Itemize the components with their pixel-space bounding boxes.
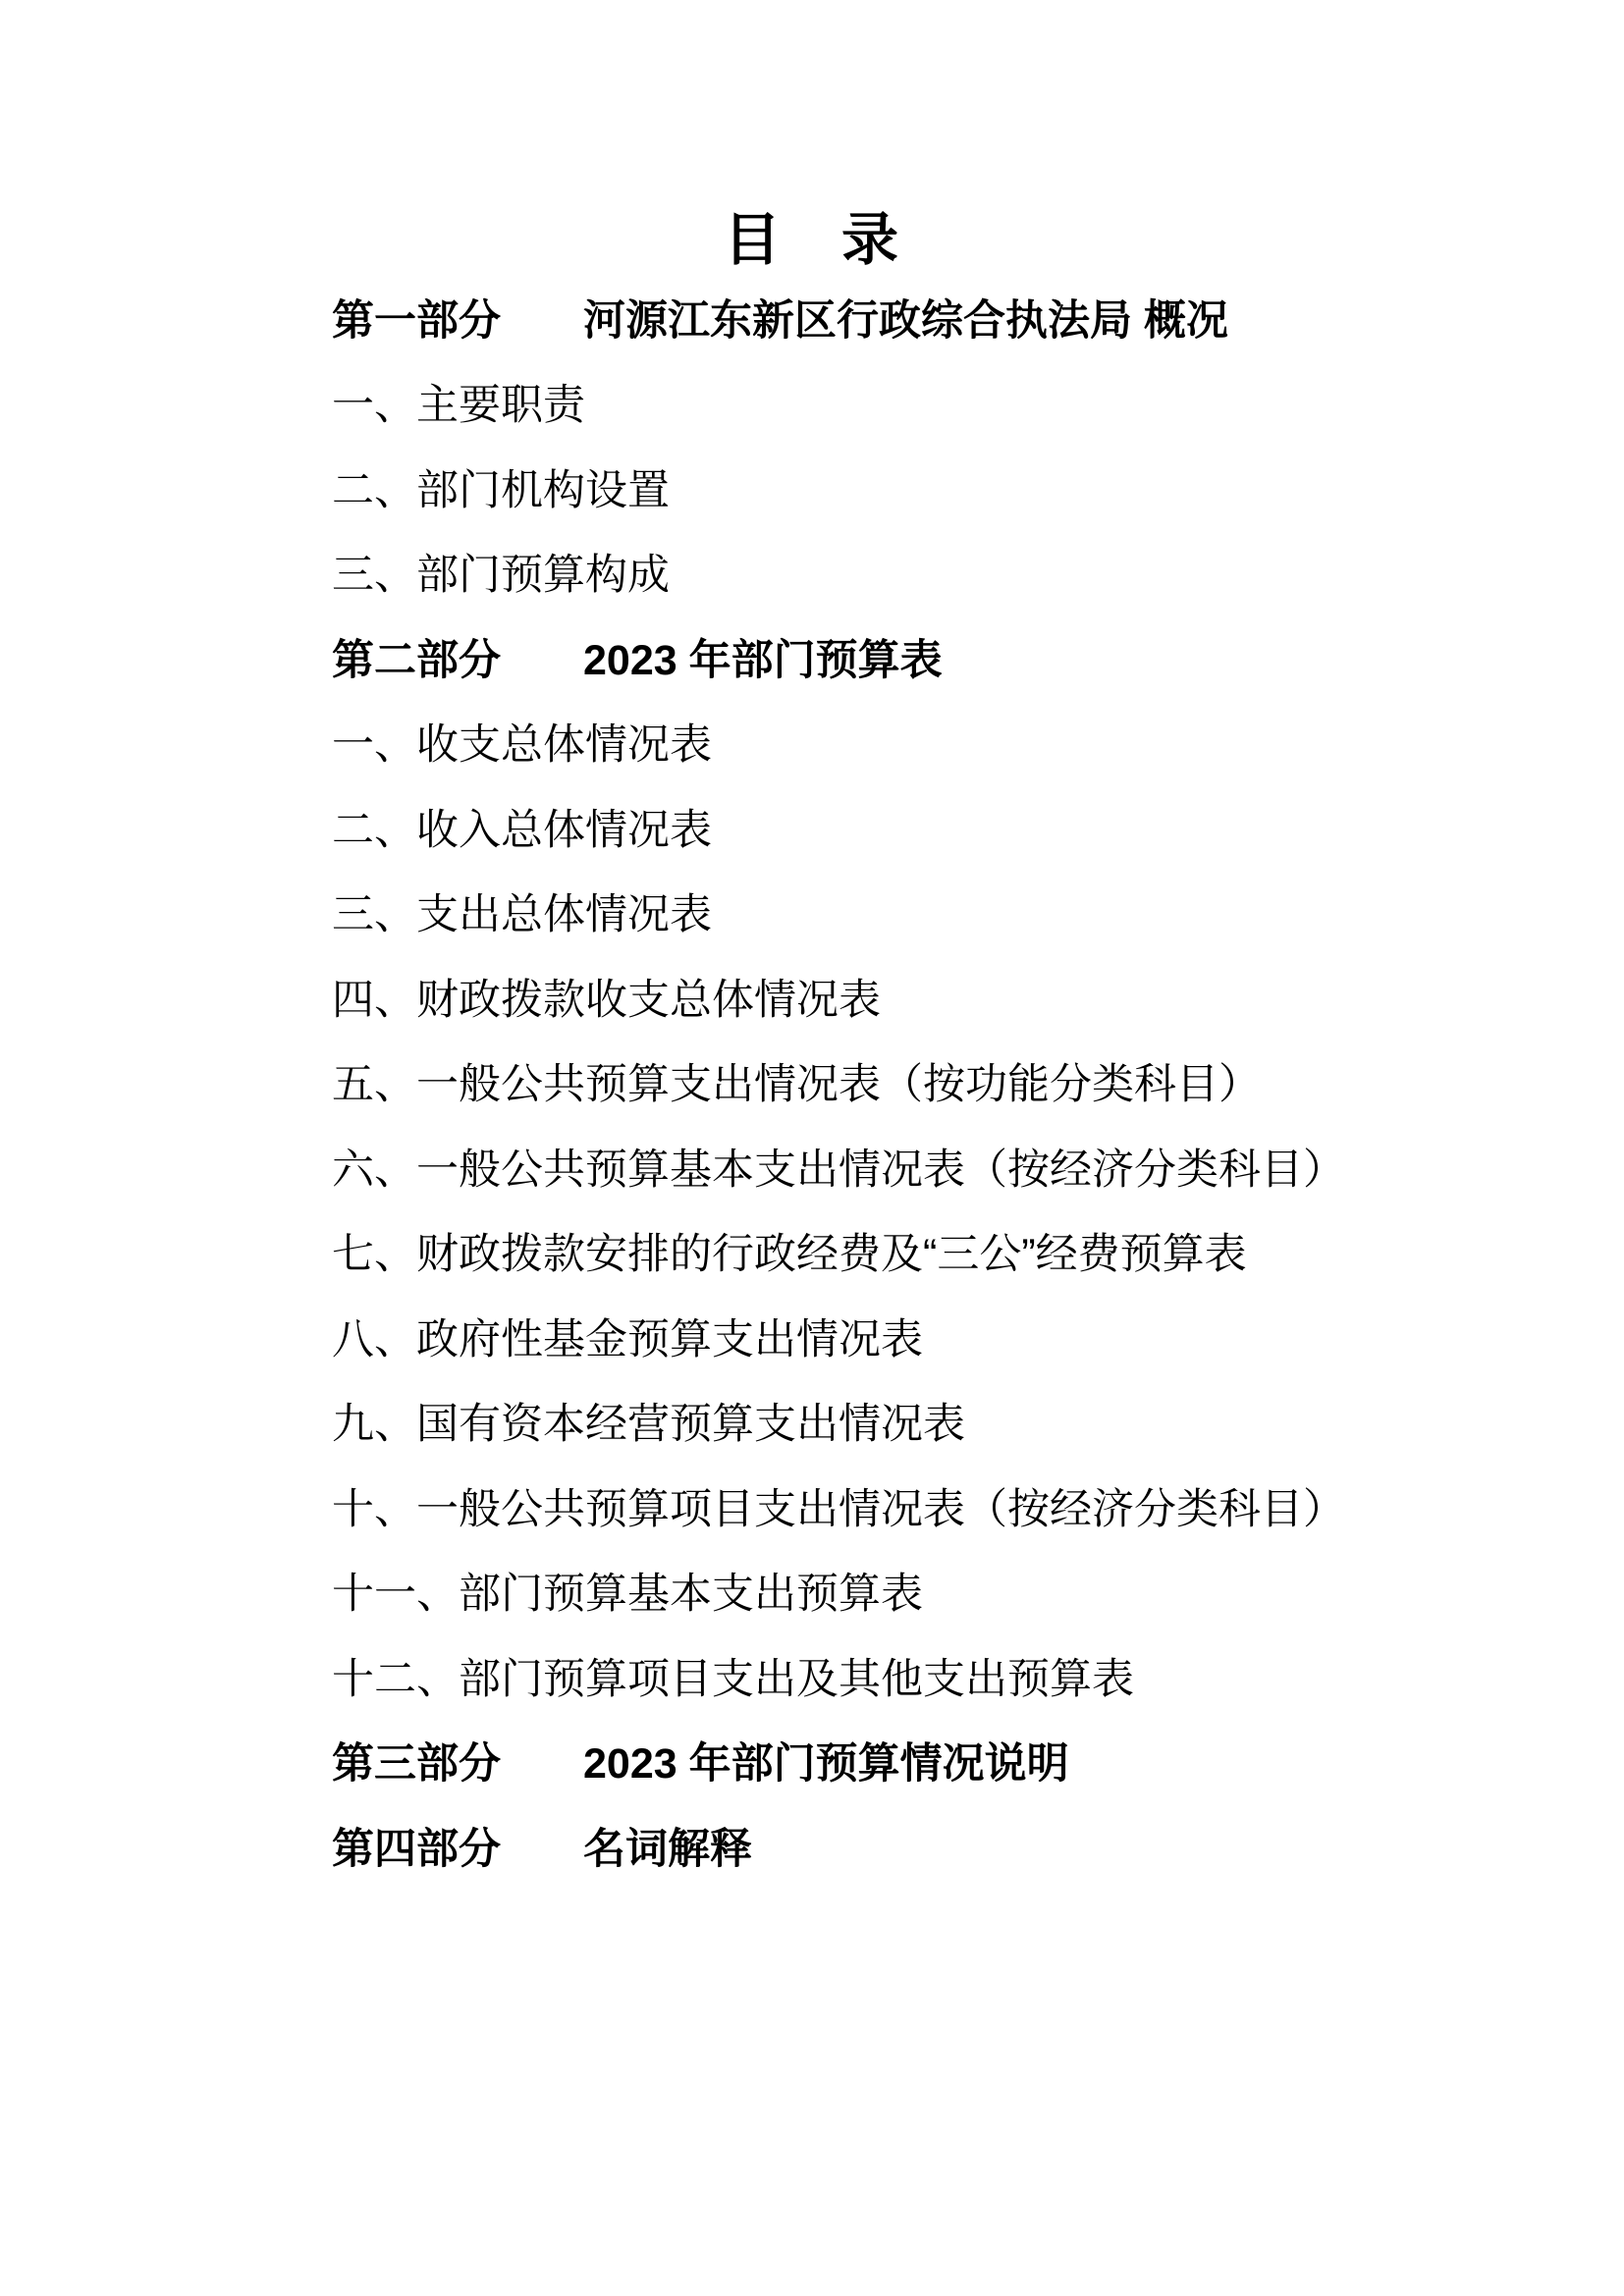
toc-item (332, 788, 1565, 874)
toc-entry-text: 十一、部门预算基本支出预算表 (332, 1571, 923, 1619)
page-title: 目 录 (723, 208, 900, 272)
toc-item (332, 364, 1565, 450)
toc-part-label: 第二部分 (332, 636, 501, 684)
toc-part-heading (332, 618, 1565, 704)
toc-entry-text: 七、财政拨款安排的行政经费及“三公”经费预算表 (332, 1231, 1247, 1279)
toc-part-label: 第四部分 (332, 1825, 501, 1873)
toc-part-heading (332, 1723, 1565, 1808)
toc-item (332, 874, 1565, 959)
toc-part-label: 第三部分 (332, 1740, 501, 1789)
toc-entry-text: 十二、部门预算项目支出及其他支出预算表 (332, 1655, 1134, 1703)
toc-entry-text: 2023 年部门预算表 (583, 636, 943, 684)
toc-entry-text: 一、主要职责 (332, 382, 585, 430)
toc-entry-text: 二、部门机构设置 (332, 466, 670, 514)
toc-item (332, 1468, 1565, 1553)
toc-entry-text: 十、一般公共预算项目支出情况表（按经济分类科目） (332, 1485, 1345, 1533)
toc-entry-text: 2023 年部门预算情况说明 (583, 1740, 1069, 1789)
toc-part-heading (332, 1807, 1565, 1893)
toc-item (332, 958, 1565, 1043)
toc-item (332, 1383, 1565, 1468)
toc-entry-text: 二、收入总体情况表 (332, 806, 712, 854)
toc-entry-text: 三、支出总体情况表 (332, 891, 712, 939)
toc-entry-text: 五、一般公共预算支出情况表（按功能分类科目） (332, 1061, 1261, 1109)
toc-item (332, 534, 1565, 619)
toc-part-label: 第一部分 (332, 296, 501, 345)
toc-entry-text: 河源江东新区行政综合执法局 概况 (583, 296, 1228, 345)
toc-item (332, 1043, 1565, 1129)
toc-part-heading (332, 279, 1565, 364)
toc-list (332, 279, 1565, 1893)
toc-item (332, 1128, 1565, 1213)
toc-item (332, 1637, 1565, 1723)
toc-item (332, 704, 1565, 789)
toc-item (332, 1553, 1565, 1638)
toc-item (332, 1298, 1565, 1383)
toc-entry-text: 四、财政拨款收支总体情况表 (332, 976, 881, 1024)
toc-entry-text: 三、部门预算构成 (332, 552, 670, 600)
toc-entry-text: 六、一般公共预算基本支出情况表（按经济分类科目） (332, 1146, 1345, 1194)
toc-entry-text: 一、收支总体情况表 (332, 721, 712, 770)
toc-item (332, 1213, 1565, 1299)
toc-entry-text: 九、国有资本经营预算支出情况表 (332, 1401, 965, 1449)
toc-item (332, 449, 1565, 534)
toc-entry-text: 八、政府性基金预算支出情况表 (332, 1315, 923, 1363)
toc-entry-text: 名词解释 (583, 1825, 752, 1873)
